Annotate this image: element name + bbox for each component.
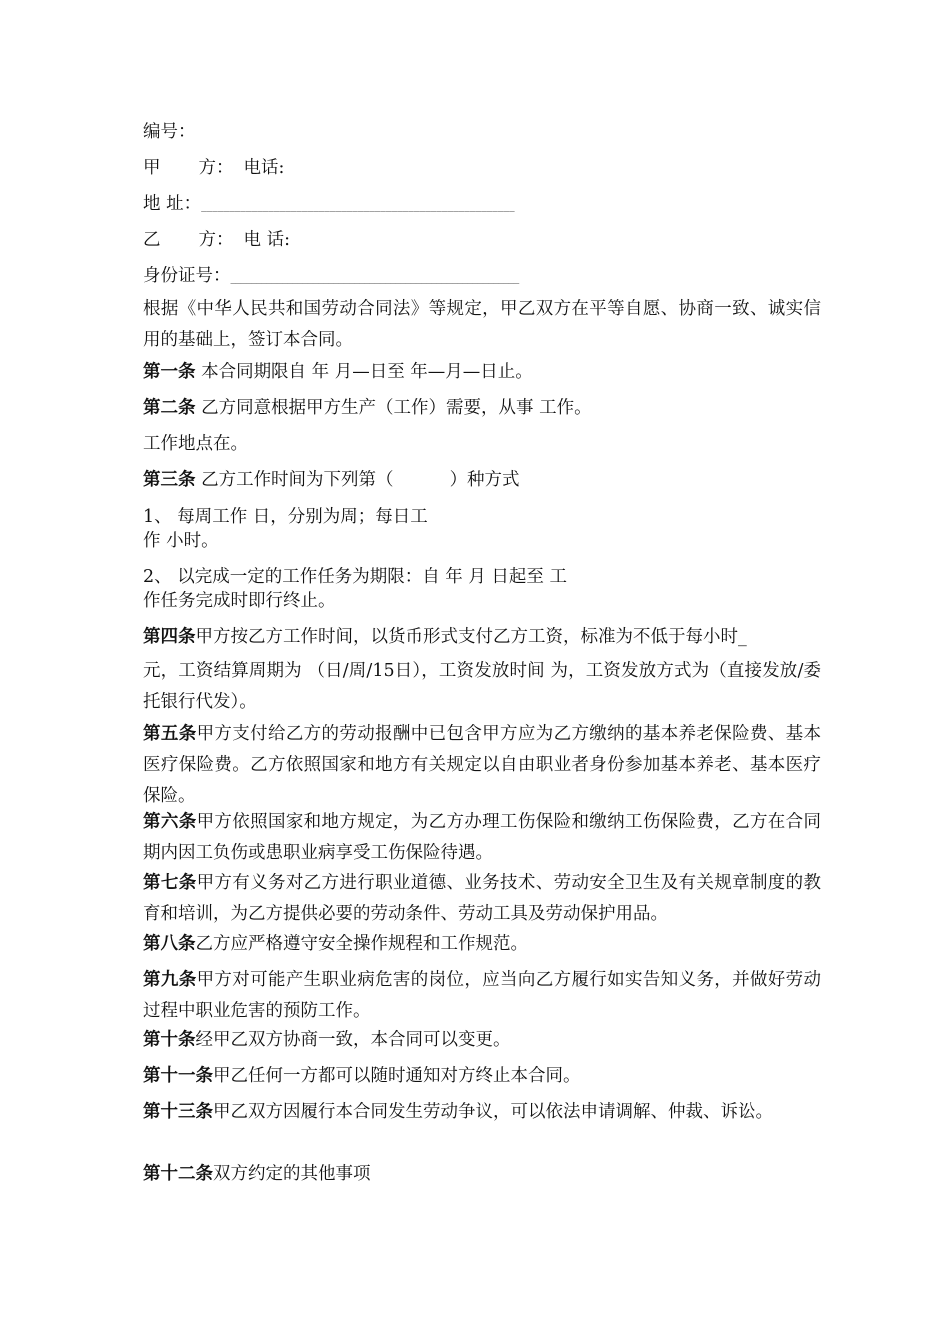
article-12 [143, 1159, 371, 1190]
party-a-suffix: 方： [198, 158, 234, 178]
article-10-text: 经甲乙双方协商一致，本合同可以变更。 [195, 1030, 511, 1050]
article-11-title: 第十一条 [143, 1066, 213, 1086]
article-7-title: 第七条 [143, 873, 197, 893]
article-3-option-2-line-2: 作任务完成时即行终止。 [143, 591, 336, 611]
article-13-title: 第十三条 [143, 1102, 213, 1122]
number-label: 编号： [143, 122, 196, 142]
article-1 [143, 357, 533, 388]
article-4-text: 甲方按乙方工作时间，以货币形式支付乙方工资，标准为不低于每小时_ [195, 627, 747, 647]
article-4-continued: 元，工资结算周期为 （日/周/15日），工资发放时间 为，工资发放方式为（直接发放/委托银行代发）。 [143, 661, 821, 712]
article-2-title: 第二条 [143, 398, 196, 418]
id-label: 身份证号： [143, 266, 231, 286]
article-3-text-end: ）种方式 [449, 470, 520, 490]
id-number-line [143, 261, 519, 293]
party-b-phone-label: 电 话: [243, 230, 290, 250]
article-8 [143, 929, 528, 960]
article-5 [143, 719, 821, 812]
article-4 [143, 622, 747, 653]
party-b-suffix: 方： [198, 230, 234, 250]
article-5-title: 第五条 [143, 724, 197, 744]
article-1-title: 第一条 [143, 362, 196, 382]
article-2-text: 乙方同意根据甲方生产（工作）需要，从事 工作。 [195, 398, 592, 418]
party-b-line [143, 225, 290, 256]
party-a-phone-label: 电话: [243, 158, 285, 178]
address-line [143, 189, 515, 221]
article-3-option-1-line-2: 作 小时。 [143, 531, 219, 551]
article-3 [143, 465, 520, 496]
article-5-text: 甲方支付给乙方的劳动报酬中已包含甲方应为乙方缴纳的基本养老保险费、基本医疗保险费。乙方依照国家和地方有关规定以自由职业者身份参加基本养老、基本医疗保险。 [143, 724, 822, 806]
article-11 [143, 1061, 581, 1092]
article-6-text: 甲方依照国家和地方规定，为乙方办理工伤保险和缴纳工伤保险费，乙方在合同期内因工负伤或患职业病享受工伤保险待遇。 [143, 812, 822, 863]
article-2 [143, 393, 592, 424]
article-11-text: 甲乙任何一方都可以随时通知对方终止本合同。 [213, 1066, 581, 1086]
party-a-line [143, 153, 284, 184]
article-8-title: 第八条 [143, 934, 196, 954]
article-10-title: 第十条 [143, 1030, 196, 1050]
party-b-label: 乙 [143, 230, 161, 250]
intro-paragraph: 根据《中华人民共和国劳动合同法》等规定，甲乙双方在平等自愿、协商一致、诚实信用的基础上，签订本合同。 [143, 299, 821, 350]
address-label: 地 址： [143, 194, 202, 214]
article-8-text: 乙方应严格遵守安全操作规程和工作规范。 [195, 934, 528, 954]
article-3-option-1-line-1: 1、 每周工作 日，分别为周；每日工 [143, 507, 428, 527]
article-4-title: 第四条 [143, 627, 196, 647]
article-9-text: 甲方对可能产生职业病危害的岗位，应当向乙方履行如实告知义务，并做好劳动过程中职业危害的预防工作。 [143, 970, 822, 1021]
article-7-text: 甲方有义务对乙方进行职业道德、业务技术、劳动安全卫生及有关规章制度的教育和培训，为乙方提供必要的劳动条件、劳动工具及劳动保护用品。 [143, 873, 822, 924]
article-3-title: 第三条 [143, 470, 196, 490]
address-blank: ________________________________________________________ [201, 199, 515, 212]
id-blank: ________________________________________________________ [230, 271, 519, 284]
article-6-title: 第六条 [143, 812, 197, 832]
article-10 [143, 1025, 511, 1056]
article-1-text: 本合同期限自 年 月—日至 年—月—日止。 [195, 362, 533, 382]
article-6 [143, 807, 821, 869]
article-7 [143, 868, 821, 930]
article-12-text: 双方约定的其他事项 [213, 1164, 371, 1184]
article-3-text: 乙方工作时间为下列第（ [195, 470, 394, 490]
article-13-text: 甲乙双方因履行本合同发生劳动争议，可以依法申请调解、仲裁、诉讼。 [213, 1102, 773, 1122]
article-9 [143, 965, 821, 1027]
party-a-label: 甲 [143, 158, 161, 178]
article-9-title: 第九条 [143, 970, 197, 990]
contract-number-line [143, 117, 196, 148]
article-3-option-2-line-1: 2、 以完成一定的工作任务为期限：自 年 月 日起至 工 [143, 567, 567, 587]
article-13 [143, 1097, 821, 1128]
article-2-place: 工作地点在。 [143, 434, 248, 454]
article-12-title: 第十二条 [143, 1164, 213, 1184]
